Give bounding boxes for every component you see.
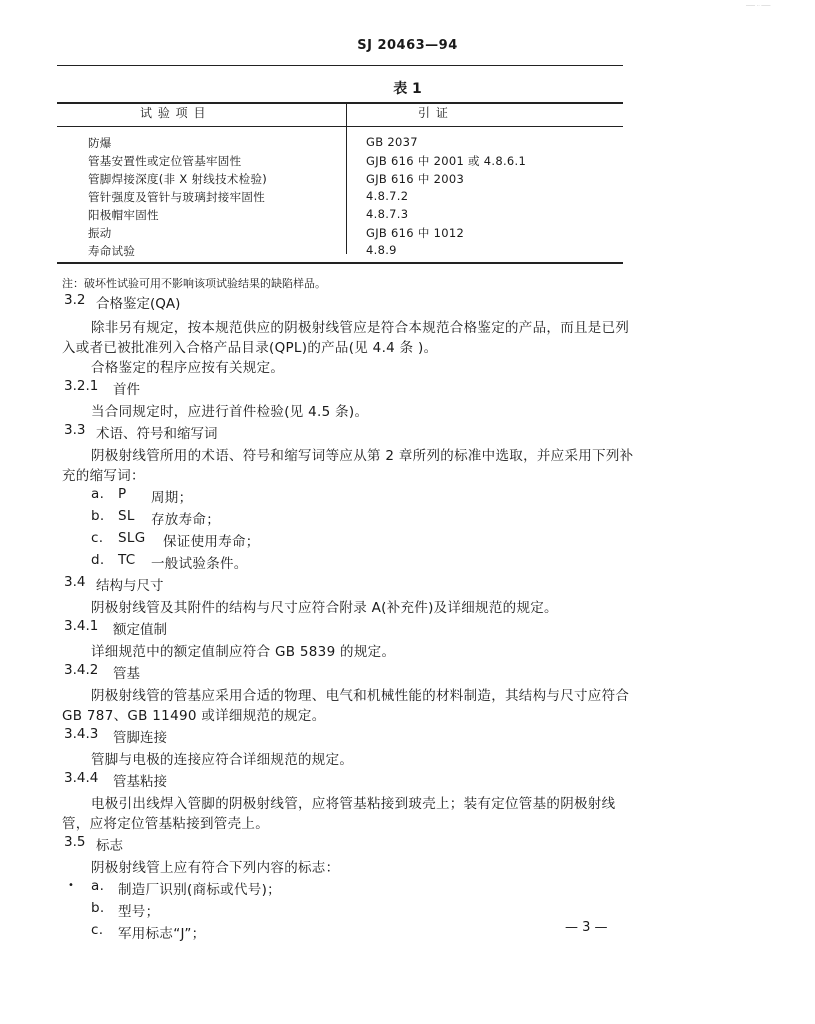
list-item-text: 型号； (118, 904, 160, 920)
list-item-mark: c. (91, 530, 104, 546)
page-number: — 3 — (565, 920, 608, 935)
section-number: 3.4.4 (64, 770, 99, 786)
section-title: 管基粘接 (113, 774, 167, 790)
table-row-item: 管脚焊接深度(非 X 射线技术检验) (88, 172, 268, 186)
abbreviation: SLG (118, 530, 146, 546)
table-row-ref: GJB 616 中 1012 (366, 226, 465, 240)
section-number: 3.4.3 (64, 726, 99, 742)
abbreviation-definition: 存放寿命； (151, 512, 220, 528)
table-row-item: 防爆 (88, 136, 112, 150)
list-item-mark: a. (91, 878, 105, 894)
section-number: 3.4.2 (64, 662, 99, 678)
table-row-item: 阳极帽牢固性 (88, 208, 159, 222)
table-row-ref: GJB 616 中 2003 (366, 172, 465, 186)
table-row-item: 管针强度及管针与玻璃封接牢固性 (88, 190, 265, 204)
table-row-item: 管基安置性或定位管基牢固性 (88, 154, 242, 168)
abbreviation: P (118, 486, 127, 502)
abbreviation: TC (118, 552, 136, 568)
abbreviation-definition: 保证使用寿命； (163, 534, 260, 550)
paragraph: 阴极射线管所用的术语、符号和缩写词等应从第 2 章所列的标准中选取，并应采用下列补 (91, 448, 634, 464)
paragraph: 阴极射线管的管基应采用合适的物理、电气和机械性能的材料制造，其结构与尺寸应符合 (91, 688, 630, 704)
table-column-divider (346, 102, 347, 254)
section-number: 3.5 (64, 834, 86, 850)
table-caption: 表 1 (393, 81, 422, 97)
paragraph: 电极引出线焊入管脚的阴极射线管，应将管基粘接到玻壳上；装有定位管基的阴极射线 (91, 796, 616, 812)
abbreviation-definition: 一般试验条件。 (151, 556, 248, 572)
list-item-mark: b. (91, 508, 105, 524)
paragraph: 管脚与电极的连接应符合详细规范的规定。 (91, 752, 354, 768)
paragraph: 合格鉴定的程序应按有关规定。 (91, 360, 285, 376)
paragraph: 当合同规定时，应进行首件检验(见 4.5 条)。 (91, 404, 369, 420)
section-number: 3.2 (64, 292, 86, 308)
abbreviation-definition: 周期； (151, 490, 193, 506)
list-item-mark: b. (91, 900, 105, 916)
paragraph: 充的缩写词： (62, 468, 145, 484)
paragraph: 管，应将定位管基粘接到管壳上。 (62, 816, 269, 832)
section-number: 3.4 (64, 574, 86, 590)
table-row-ref: 4.8.7.3 (366, 207, 409, 221)
section-number: 3.3 (64, 422, 86, 438)
paragraph: 阴极射线管上应有符合下列内容的标志： (91, 860, 340, 876)
section-number: 3.4.1 (64, 618, 99, 634)
section-title: 管基 (113, 666, 140, 682)
table-header-reference: 引 证 (418, 106, 449, 120)
table-row-ref: 4.8.7.2 (366, 189, 409, 203)
header-rule (57, 65, 623, 66)
paragraph: 入或者已被批准列入合格产品目录(QPL)的产品(见 4.4 条 )。 (62, 340, 438, 356)
table-header-rule (57, 126, 623, 127)
corner-mark: ─── ·· ─── (746, 3, 771, 9)
abbreviation: SL (118, 508, 135, 524)
table-bottom-rule (57, 262, 623, 264)
list-item-mark: a. (91, 486, 105, 502)
table-row-ref: GB 2037 (366, 135, 418, 149)
document-id-header: SJ 20463—94 (357, 38, 458, 53)
paragraph: 阴极射线管及其附件的结构与尺寸应符合附录 A(补充件)及详细规范的规定。 (91, 600, 558, 616)
table-row-item: 振动 (88, 226, 112, 240)
section-title: 管脚连接 (113, 730, 167, 746)
table-row-ref: 4.8.9 (366, 243, 397, 257)
table-row-item: 寿命试验 (88, 244, 136, 258)
table-note: 注：破坏性试验可用不影响该项试验结果的缺陷样品。 (62, 277, 326, 290)
table-header-items: 试 验 项 目 (140, 106, 207, 120)
stray-bullet-mark: • (68, 880, 74, 891)
section-number: 3.2.1 (64, 378, 99, 394)
paragraph: 除非另有规定，按本规范供应的阴极射线管应是符合本规范合格鉴定的产品，而且是已列 (91, 320, 630, 336)
section-title: 额定值制 (113, 622, 167, 638)
table-row-ref: GJB 616 中 2001 或 4.8.6.1 (366, 154, 527, 168)
section-title: 术语、符号和缩写词 (96, 426, 218, 442)
section-title: 结构与尺寸 (96, 578, 164, 594)
paragraph: GB 787、GB 11490 或详细规范的规定。 (62, 708, 326, 724)
list-item-mark: d. (91, 552, 105, 568)
list-item-mark: c. (91, 922, 104, 938)
section-title: 合格鉴定(QA) (96, 296, 181, 312)
section-title: 首件 (113, 382, 140, 398)
paragraph: 详细规范中的额定值制应符合 GB 5839 的规定。 (91, 644, 396, 660)
list-item-text: 军用标志“J”； (118, 926, 206, 942)
list-item-text: 制造厂识别(商标或代号)； (118, 882, 281, 898)
section-title: 标志 (96, 838, 123, 854)
